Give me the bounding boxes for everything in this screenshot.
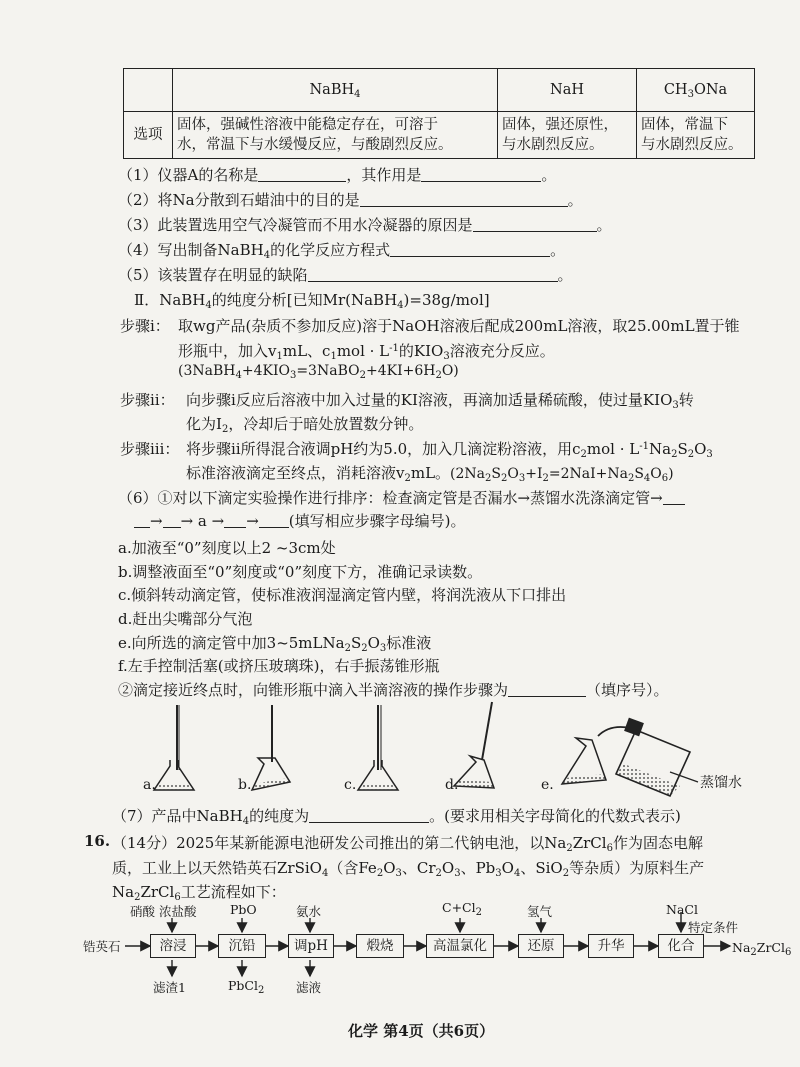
flow-output-3: 滤液 bbox=[296, 980, 322, 995]
step-1-l2-e: 溶液充分反应。 bbox=[449, 342, 555, 360]
step-3-line2: 标准溶液滴定至终点，消耗溶液$v_2mL$。$(2Na_2S_2O_3+I_2=2NaI+Na_2S_4O_6)$ bbox=[186, 464, 674, 484]
apparatus-a bbox=[154, 705, 194, 790]
option-f: f.左手控制活塞(或挤压玻璃珠)，右手振荡锥形瓶 bbox=[118, 657, 440, 675]
step-2-label: 步骤ⅱ： bbox=[120, 391, 175, 409]
header-nah: NaH bbox=[498, 69, 637, 112]
question-4: （4）写出制备NaBH$_4$的化学反应方程式 。 bbox=[118, 241, 566, 261]
question-16-line3: $Na_2ZrCl_6$工艺流程如下： bbox=[112, 883, 286, 903]
answer-blank[interactable] bbox=[663, 490, 685, 505]
cell-ch3ona bbox=[637, 112, 755, 159]
answer-blank[interactable] bbox=[258, 167, 346, 182]
question-3 bbox=[118, 214, 612, 235]
flow-box-8: 化合 bbox=[658, 934, 704, 958]
section-2-title-a: Ⅱ．NaBH bbox=[134, 291, 206, 309]
flow-box-3: 调pH bbox=[288, 934, 334, 958]
question-2 bbox=[118, 189, 583, 210]
option-b: b.调整液面至“0”刻度或“0”刻度下方，准确记录读数。 bbox=[118, 563, 483, 581]
question-2-text: （2）将Na分散到石蜡油中的目的是 bbox=[118, 191, 360, 209]
cell-nabh4-line2: 水，常温下与水缓慢反应，与酸剧烈反应。 bbox=[177, 137, 453, 153]
flow-input-8a: NaCl bbox=[666, 902, 698, 917]
table-corner-cell bbox=[124, 69, 173, 112]
answer-blank[interactable] bbox=[390, 242, 550, 257]
period: 。 bbox=[550, 241, 566, 259]
figure-label-c: c. bbox=[344, 777, 357, 793]
flow-output-2: PbCl$_2$ bbox=[228, 978, 265, 996]
step-2-line2: 化为$I_2$，冷却后于暗处放置数分钟。 bbox=[186, 415, 424, 435]
step-3-l2-a: 标准溶液滴定至终点，消耗溶液v bbox=[186, 464, 405, 482]
step-1-line1: 取wg产品(杂质不参加反应)溶于NaOH溶液后配成200mL溶液，取25.00mL置于锥 bbox=[178, 317, 740, 335]
flow-input-5: $C+Cl_2$ bbox=[442, 900, 482, 918]
answer-blank[interactable] bbox=[308, 267, 558, 282]
question-16-l1-c: 作为固态电解 bbox=[612, 834, 703, 852]
flow-box-5: 高温氯化 bbox=[426, 934, 494, 958]
cell-nah-line2: 与水剧烈反应。 bbox=[502, 137, 604, 153]
question-1-text-a: （1）仪器A的名称是 bbox=[118, 166, 259, 184]
question-6-line2 bbox=[134, 510, 466, 531]
figure-label-d: d. bbox=[445, 777, 459, 793]
answer-blank[interactable] bbox=[259, 513, 289, 528]
step-2-l2-b: ，冷却后于暗处放置数分钟。 bbox=[228, 415, 424, 433]
answer-blank[interactable] bbox=[473, 217, 597, 232]
cell-ch3ona-line2: 与水剧烈反应。 bbox=[641, 137, 743, 153]
cell-nabh4-line1: 固体，强碱性溶液中能稳定存在，可溶于 bbox=[177, 117, 438, 133]
cell-nabh4 bbox=[173, 112, 498, 159]
answer-blank[interactable] bbox=[224, 513, 246, 528]
answer-blank[interactable] bbox=[508, 682, 586, 697]
question-7-text-a: （7）产品中NaBH bbox=[112, 807, 243, 825]
step-1-label: 步骤i： bbox=[120, 317, 170, 335]
step-3-line1: 将步骤ⅱ所得混合液调pH约为5.0，加入几滴淀粉溶液，用$c_2mol \cdot L^{-1}Na_2S_2O_3$ bbox=[186, 440, 713, 460]
flow-input-2: PbO bbox=[230, 902, 257, 917]
question-16-l3-a: Na bbox=[112, 883, 135, 901]
question-1-text-b: ，其作用是 bbox=[346, 166, 422, 184]
table-header-row bbox=[124, 69, 755, 112]
step-2-l1-b: 转 bbox=[678, 391, 694, 409]
section-2-title-c: )=38g/mol] bbox=[403, 291, 490, 309]
question-16-line2: 质，工业上以天然锆英石ZrSiO$_4$（含$Fe_2O_3$、$Cr_2O_3$、$Pb_3O_4$、SiO$_2$等杂质）为原料生产 bbox=[112, 859, 705, 879]
flow-box-2: 沉铅 bbox=[218, 934, 266, 958]
section-2-title-b: 的纯度分析[已知Mr(NaBH bbox=[211, 291, 398, 309]
question-7-text-b: 的纯度为 bbox=[249, 807, 310, 825]
period: 。 bbox=[557, 266, 573, 284]
distilled-water-label: 蒸馏水 bbox=[700, 775, 742, 791]
option-a: a.加液至“0”刻度以上2 ~3cm处 bbox=[118, 539, 336, 557]
flow-start: 锆英石 bbox=[83, 939, 121, 954]
flow-box-6: 还原 bbox=[518, 934, 564, 958]
flow-input-8b: 特定条件 bbox=[688, 920, 739, 935]
question-5-text: （5）该装置存在明显的缺陷 bbox=[118, 266, 308, 284]
question-6-tail: (填写相应步骤字母编号)。 bbox=[288, 512, 466, 530]
answer-blank[interactable] bbox=[360, 192, 568, 207]
flow-product: $Na_2ZrCl_6$ bbox=[732, 940, 792, 958]
flow-box-7: 升华 bbox=[588, 934, 634, 958]
question-16-number: 16. bbox=[84, 832, 111, 850]
flow-box-4: 煅烧 bbox=[356, 934, 404, 958]
question-7: （7）产品中NaBH$_4$的纯度为 。(要求用相关字母简化的代数式表示) bbox=[112, 807, 681, 827]
table-body-row bbox=[124, 112, 755, 159]
figure-label-b: b. bbox=[238, 777, 252, 793]
step-1-l2-d: 的KIO bbox=[398, 342, 444, 360]
question-16-l3-b: ZrCl bbox=[140, 883, 175, 901]
question-16-l3-c: 工艺流程如下： bbox=[180, 883, 286, 901]
flow-input-1: 硝酸 浓盐酸 bbox=[130, 904, 197, 919]
step-a-fixed: → a → bbox=[180, 512, 225, 530]
step-1-equation: $(3NaBH_4+4KIO_3=3NaBO_2+4KI+6H_2O)$ bbox=[178, 363, 459, 381]
step-1-l2-a: 形瓶中，加入v bbox=[178, 342, 277, 360]
flow-input-3: 氨水 bbox=[296, 904, 322, 919]
property-table bbox=[123, 68, 755, 159]
flow-output-1: 滤渣1 bbox=[153, 980, 186, 995]
arrow: → bbox=[246, 512, 259, 530]
step-1-line2: 形瓶中，加入$v_1mL$、$c_1mol \cdot L^{-1}$的$KIO_3$溶液充分反应。 bbox=[178, 342, 555, 362]
cell-ch3ona-line1: 固体，常温下 bbox=[641, 117, 728, 133]
question-16-l1-a: （14分）2025年某新能源电池研发公司推出的第二代钠电池，以Na bbox=[112, 834, 567, 852]
question-6-part2-text: ②滴定接近终点时，向锥形瓶中滴入半滴溶液的操作步骤为 bbox=[118, 681, 509, 699]
step-2-line1: 向步骤i反应后溶液中加入过量的KI溶液，再滴加适量稀硫酸，使过量$KIO_3$转 bbox=[186, 391, 694, 411]
option-c: c.倾斜转动滴定管，使标准液润湿滴定管内壁，将润洗液从下口排出 bbox=[118, 586, 567, 604]
row-label: 选项 bbox=[124, 112, 173, 159]
step-3-l2-b: mL。 bbox=[410, 464, 451, 482]
process-flowchart-arrows bbox=[0, 900, 800, 1030]
step-2-l2-a: 化为I bbox=[186, 415, 222, 433]
question-6-line1 bbox=[118, 487, 685, 508]
question-6-part2 bbox=[118, 679, 669, 700]
question-6-part2-tail: （填序号）。 bbox=[586, 681, 669, 699]
step-3-label: 步骤ⅲ： bbox=[120, 440, 180, 458]
section-2-title: Ⅱ．NaBH$_4$的纯度分析[已知Mr(NaBH$_4$)=38g/mol] bbox=[134, 291, 490, 311]
flow-box-1: 溶浸 bbox=[150, 934, 196, 958]
cell-nah-line1: 固体，强还原性， bbox=[502, 117, 618, 133]
step-2-l1-a: 向步骤i反应后溶液中加入过量的KI溶液，再滴加适量稀硫酸，使过量KIO bbox=[186, 391, 673, 409]
figure-label-a: a. bbox=[143, 777, 156, 793]
question-6-text: （6）①对以下滴定实验操作进行排序：检查滴定管是否漏水→蒸馏水洗涤滴定管→ bbox=[118, 489, 663, 507]
answer-blank[interactable] bbox=[309, 808, 429, 823]
header-ch3ona: $CH_3ONa$ bbox=[637, 69, 755, 112]
flow-input-6: 氢气 bbox=[527, 904, 553, 919]
period: 。 bbox=[596, 216, 612, 234]
figure-label-e: e. bbox=[541, 777, 554, 793]
apparatus-d bbox=[454, 702, 494, 788]
apparatus-e bbox=[562, 718, 698, 796]
step-1-l2-c: mol · L bbox=[336, 342, 390, 360]
cell-nah bbox=[498, 112, 637, 159]
header-nabh4: NaBH$_4$ bbox=[173, 69, 498, 112]
answer-blank[interactable] bbox=[134, 513, 150, 528]
step-1-l2-b: mL、c bbox=[282, 342, 331, 360]
question-3-text: （3）此装置选用空气冷凝管而不用水冷凝器的原因是 bbox=[118, 216, 473, 234]
period: 。 bbox=[541, 166, 557, 184]
question-5 bbox=[118, 264, 573, 285]
answer-blank[interactable] bbox=[163, 513, 181, 528]
option-e: e.向所选的滴定管中加$3\sim 5mLNa_2S_2O_3$标准液 bbox=[118, 634, 432, 654]
question-16-line1: （14分）2025年某新能源电池研发公司推出的第二代钠电池，以$Na_2ZrCl_6$作为固态电解 bbox=[112, 834, 703, 854]
page-footer: 化学 第4页（共6页） bbox=[348, 1022, 495, 1040]
period: 。 bbox=[567, 191, 583, 209]
option-d: d.赶出尖嘴部分气泡 bbox=[118, 610, 253, 628]
arrow: → bbox=[150, 512, 163, 530]
apparatus-c bbox=[358, 705, 398, 790]
question-16-l1-b: ZrCl bbox=[572, 834, 607, 852]
answer-blank[interactable] bbox=[421, 167, 541, 182]
apparatus-b bbox=[252, 705, 290, 790]
question-7-text-c: 。(要求用相关字母简化的代数式表示) bbox=[429, 807, 681, 825]
question-1 bbox=[118, 164, 556, 185]
